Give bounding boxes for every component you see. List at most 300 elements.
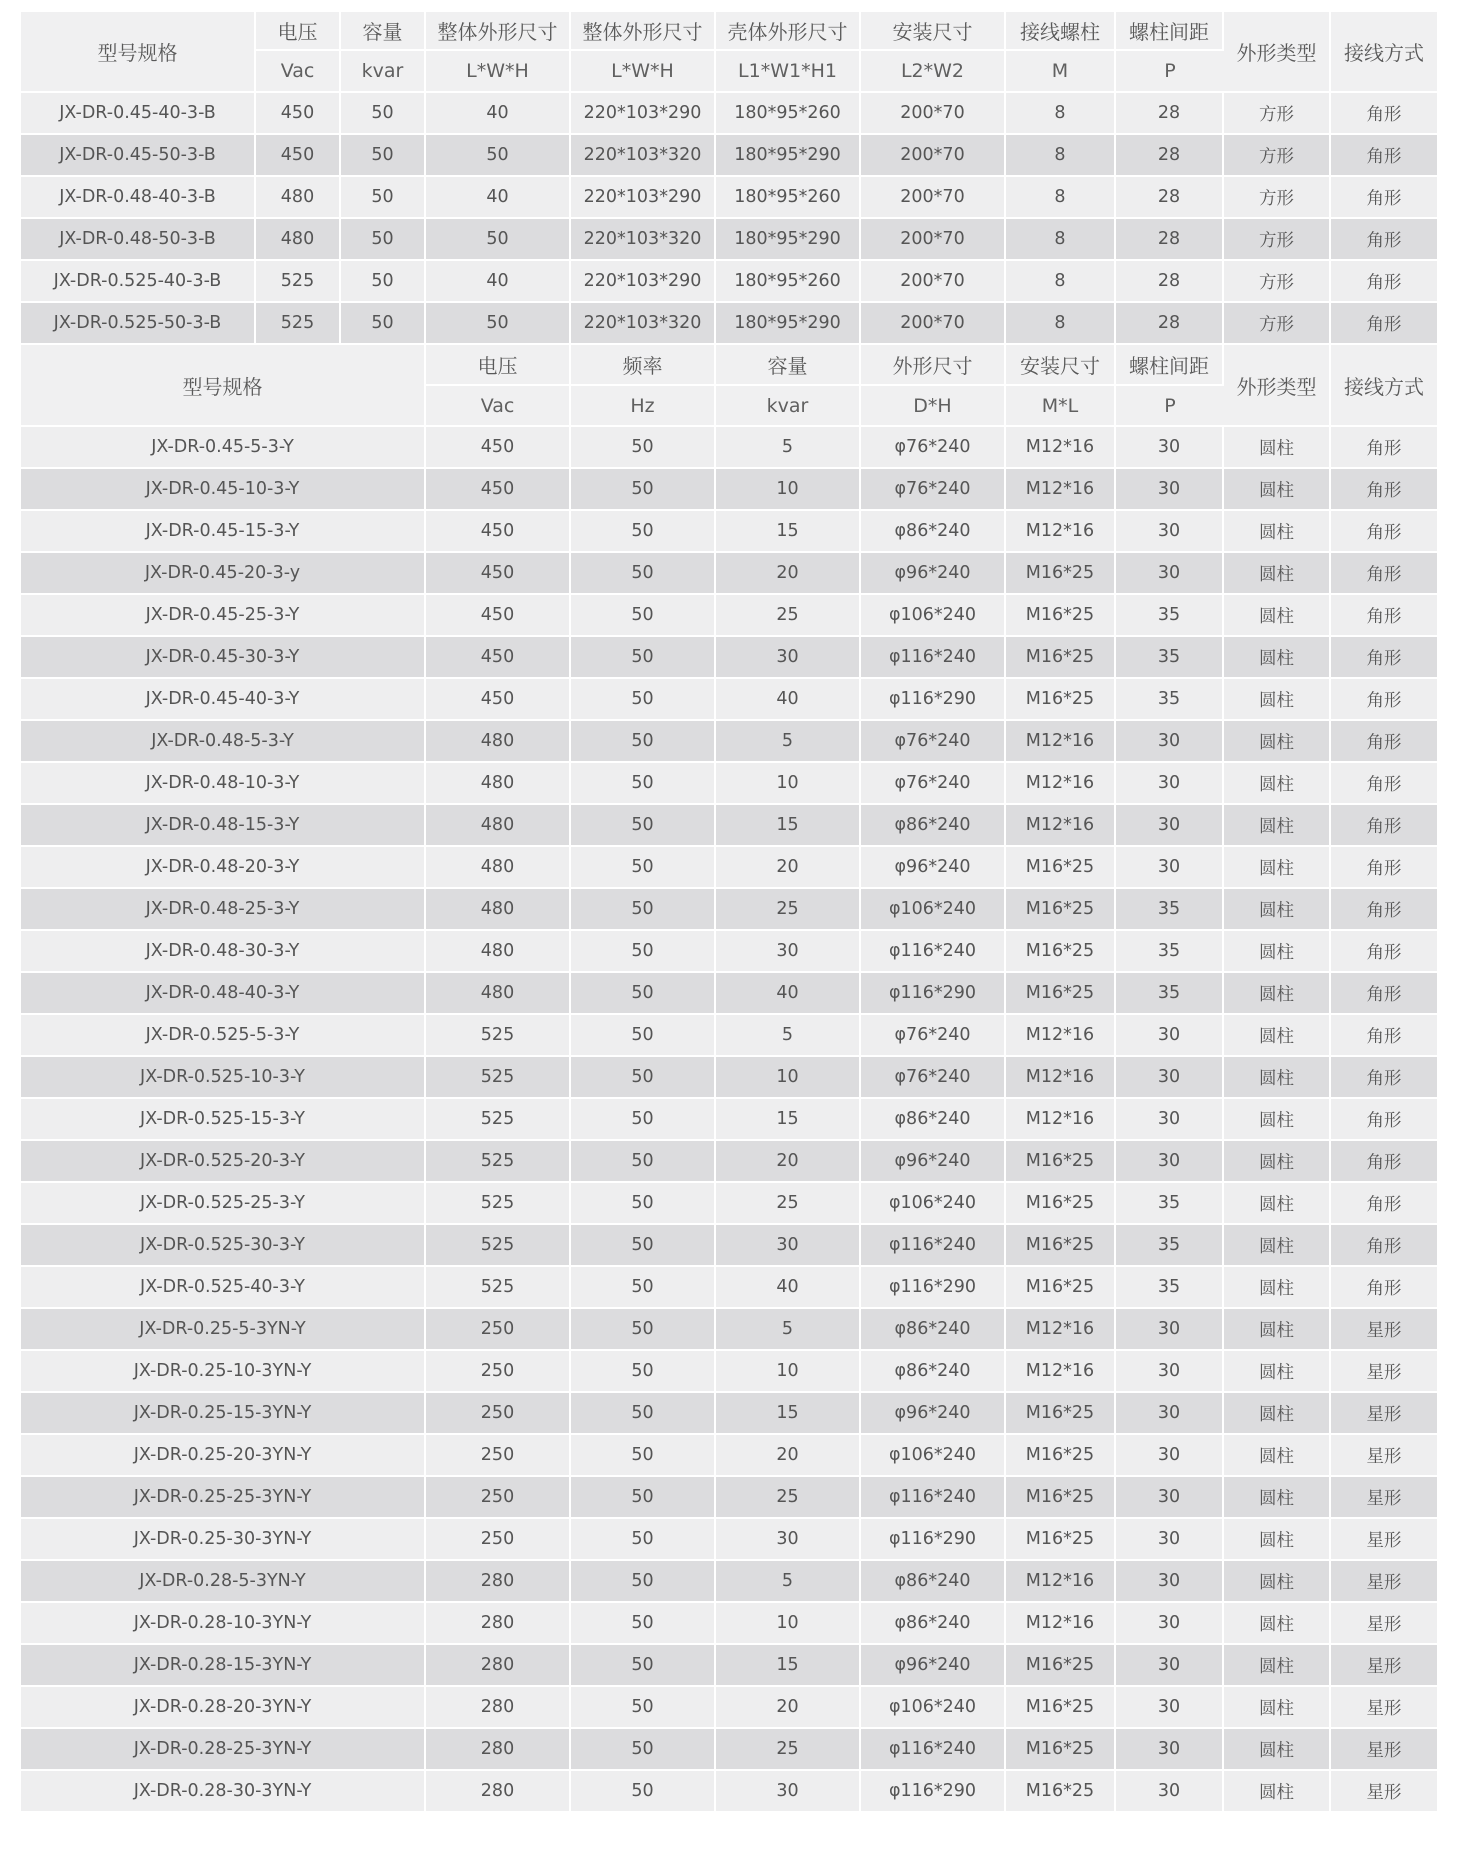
shape-cell: 方形 bbox=[1224, 303, 1331, 345]
shell-size-cell: 180*95*290 bbox=[716, 219, 861, 261]
model-cell: JX-DR-0.28-15-3YN-Y bbox=[21, 1645, 426, 1687]
unit-pitch: P bbox=[1116, 51, 1224, 93]
shell-size-cell: 180*95*290 bbox=[716, 303, 861, 345]
wiring-cell: 角形 bbox=[1331, 1141, 1437, 1183]
wiring-cell: 角形 bbox=[1331, 427, 1437, 469]
pitch-cell: 30 bbox=[1116, 1771, 1224, 1813]
wiring-cell: 角形 bbox=[1331, 93, 1437, 135]
shape-cell: 圆柱 bbox=[1224, 973, 1331, 1015]
shape-cell: 圆柱 bbox=[1224, 1561, 1331, 1603]
table-row bbox=[21, 303, 1437, 345]
shape-cell: 方形 bbox=[1224, 177, 1331, 219]
mount-size-cell: M16*25 bbox=[1006, 1141, 1116, 1183]
model-cell: JX-DR-0.28-20-3YN-Y bbox=[21, 1687, 426, 1729]
terminal-cell: 8 bbox=[1006, 135, 1116, 177]
model-cell: JX-DR-0.525-50-3-B bbox=[21, 303, 256, 345]
pitch-cell: 30 bbox=[1116, 1309, 1224, 1351]
shell-size-cell: 180*95*260 bbox=[716, 177, 861, 219]
pitch-cell: 30 bbox=[1116, 1141, 1224, 1183]
mount-size-cell: 200*70 bbox=[861, 135, 1006, 177]
wiring-cell: 角形 bbox=[1331, 1015, 1437, 1057]
capacity-cell: 20 bbox=[716, 1141, 861, 1183]
shape-cell: 圆柱 bbox=[1224, 1393, 1331, 1435]
pitch-cell: 30 bbox=[1116, 763, 1224, 805]
pitch-cell: 28 bbox=[1116, 177, 1224, 219]
shape-cell: 圆柱 bbox=[1224, 595, 1331, 637]
frequency-cell: 50 bbox=[571, 763, 716, 805]
table-row bbox=[21, 1729, 1437, 1771]
table-row bbox=[21, 1309, 1437, 1351]
capacity-cell: 5 bbox=[716, 1015, 861, 1057]
pitch-cell: 30 bbox=[1116, 1645, 1224, 1687]
shape-cell: 圆柱 bbox=[1224, 1099, 1331, 1141]
pitch-cell: 30 bbox=[1116, 469, 1224, 511]
voltage-cell: 480 bbox=[426, 763, 571, 805]
model-cell: JX-DR-0.45-5-3-Y bbox=[21, 427, 426, 469]
voltage-cell: 525 bbox=[426, 1225, 571, 1267]
model-cell: JX-DR-0.48-30-3-Y bbox=[21, 931, 426, 973]
mount-size-cell: 200*70 bbox=[861, 303, 1006, 345]
table-row bbox=[21, 1267, 1437, 1309]
shape-cell: 圆柱 bbox=[1224, 1729, 1331, 1771]
header-wiring: 接线方式 bbox=[1331, 12, 1437, 93]
voltage-cell: 480 bbox=[256, 177, 341, 219]
dimension-cell: φ116*240 bbox=[861, 637, 1006, 679]
unit-overall-size-1: L*W*H bbox=[426, 51, 571, 93]
shape-cell: 圆柱 bbox=[1224, 931, 1331, 973]
shape-cell: 圆柱 bbox=[1224, 1645, 1331, 1687]
capacity-cell: 25 bbox=[716, 595, 861, 637]
frequency-cell: 50 bbox=[571, 1309, 716, 1351]
shell-size-cell: 180*95*260 bbox=[716, 261, 861, 303]
model-cell: JX-DR-0.45-40-3-Y bbox=[21, 679, 426, 721]
shape-cell: 圆柱 bbox=[1224, 1225, 1331, 1267]
mount-size-cell: M12*16 bbox=[1006, 427, 1116, 469]
table-row bbox=[21, 1225, 1437, 1267]
pitch-cell: 30 bbox=[1116, 1603, 1224, 1645]
capacity-cell: 30 bbox=[716, 1771, 861, 1813]
voltage-cell: 480 bbox=[426, 889, 571, 931]
table-row bbox=[21, 469, 1437, 511]
capacity-cell: 5 bbox=[716, 721, 861, 763]
capacity-cell: 10 bbox=[716, 469, 861, 511]
table-row bbox=[21, 1771, 1437, 1813]
pitch-cell: 28 bbox=[1116, 219, 1224, 261]
model-cell: JX-DR-0.25-30-3YN-Y bbox=[21, 1519, 426, 1561]
wiring-cell: 角形 bbox=[1331, 1057, 1437, 1099]
dimension-cell: φ86*240 bbox=[861, 511, 1006, 553]
dimension-cell: φ76*240 bbox=[861, 469, 1006, 511]
capacity-cell: 15 bbox=[716, 1099, 861, 1141]
unit-voltage: Vac bbox=[426, 386, 571, 427]
mount-size-cell: M16*25 bbox=[1006, 1519, 1116, 1561]
box-capacitor-rows bbox=[21, 93, 1437, 345]
dimension-cell: φ86*240 bbox=[861, 1561, 1006, 1603]
voltage-cell: 280 bbox=[426, 1645, 571, 1687]
pitch-cell: 30 bbox=[1116, 805, 1224, 847]
mount-size-cell: M16*25 bbox=[1006, 595, 1116, 637]
frequency-cell: 50 bbox=[571, 1771, 716, 1813]
dimension-cell: φ106*240 bbox=[861, 889, 1006, 931]
unit-terminal: M bbox=[1006, 51, 1116, 93]
shape-cell: 方形 bbox=[1224, 93, 1331, 135]
voltage-cell: 450 bbox=[426, 595, 571, 637]
model-cell: JX-DR-0.525-5-3-Y bbox=[21, 1015, 426, 1057]
voltage-cell: 525 bbox=[426, 1015, 571, 1057]
voltage-cell: 450 bbox=[426, 553, 571, 595]
voltage-cell: 480 bbox=[426, 931, 571, 973]
voltage-cell: 250 bbox=[426, 1435, 571, 1477]
frequency-cell: 50 bbox=[571, 1435, 716, 1477]
header-shape: 外形类型 bbox=[1224, 345, 1331, 427]
wiring-cell: 星形 bbox=[1331, 1435, 1437, 1477]
model-cell: JX-DR-0.48-40-3-Y bbox=[21, 973, 426, 1015]
table-row bbox=[21, 1435, 1437, 1477]
model-cell: JX-DR-0.525-20-3-Y bbox=[21, 1141, 426, 1183]
wiring-cell: 星形 bbox=[1331, 1729, 1437, 1771]
capacity-cell: 50 bbox=[341, 177, 426, 219]
model-cell: JX-DR-0.25-10-3YN-Y bbox=[21, 1351, 426, 1393]
dimension-cell: φ96*240 bbox=[861, 847, 1006, 889]
shell-size-cell: 180*95*260 bbox=[716, 93, 861, 135]
table-row bbox=[21, 637, 1437, 679]
overall-size-1-cell: 40 bbox=[426, 177, 571, 219]
header-wiring: 接线方式 bbox=[1331, 345, 1437, 427]
shape-cell: 圆柱 bbox=[1224, 1183, 1331, 1225]
model-cell: JX-DR-0.25-20-3YN-Y bbox=[21, 1435, 426, 1477]
pitch-cell: 30 bbox=[1116, 1477, 1224, 1519]
shape-cell: 圆柱 bbox=[1224, 1603, 1331, 1645]
wiring-cell: 角形 bbox=[1331, 721, 1437, 763]
mount-size-cell: M16*25 bbox=[1006, 1393, 1116, 1435]
capacity-cell: 30 bbox=[716, 931, 861, 973]
unit-capacity: kvar bbox=[341, 51, 426, 93]
header-model: 型号规格 bbox=[21, 345, 426, 427]
pitch-cell: 28 bbox=[1116, 135, 1224, 177]
pitch-cell: 35 bbox=[1116, 595, 1224, 637]
capacity-cell: 40 bbox=[716, 1267, 861, 1309]
overall-size-2-cell: 220*103*320 bbox=[571, 303, 716, 345]
terminal-cell: 8 bbox=[1006, 93, 1116, 135]
voltage-cell: 280 bbox=[426, 1687, 571, 1729]
unit-overall-size-2: L*W*H bbox=[571, 51, 716, 93]
model-cell: JX-DR-0.28-30-3YN-Y bbox=[21, 1771, 426, 1813]
header-mount-size: 安装尺寸 bbox=[1006, 345, 1116, 386]
dimension-cell: φ116*290 bbox=[861, 1519, 1006, 1561]
unit-pitch: P bbox=[1116, 386, 1224, 427]
frequency-cell: 50 bbox=[571, 1141, 716, 1183]
voltage-cell: 450 bbox=[426, 637, 571, 679]
overall-size-1-cell: 50 bbox=[426, 219, 571, 261]
table-row bbox=[21, 135, 1437, 177]
voltage-cell: 450 bbox=[426, 469, 571, 511]
voltage-cell: 480 bbox=[426, 973, 571, 1015]
model-cell: JX-DR-0.45-50-3-B bbox=[21, 135, 256, 177]
pitch-cell: 35 bbox=[1116, 637, 1224, 679]
mount-size-cell: 200*70 bbox=[861, 219, 1006, 261]
mount-size-cell: M16*25 bbox=[1006, 931, 1116, 973]
shape-cell: 圆柱 bbox=[1224, 1267, 1331, 1309]
model-cell: JX-DR-0.525-40-3-B bbox=[21, 261, 256, 303]
dimension-cell: φ86*240 bbox=[861, 1099, 1006, 1141]
mount-size-cell: M16*25 bbox=[1006, 553, 1116, 595]
table-row bbox=[21, 679, 1437, 721]
voltage-cell: 250 bbox=[426, 1309, 571, 1351]
wiring-cell: 星形 bbox=[1331, 1645, 1437, 1687]
overall-size-1-cell: 40 bbox=[426, 261, 571, 303]
dimension-cell: φ86*240 bbox=[861, 1603, 1006, 1645]
table-row bbox=[21, 1561, 1437, 1603]
pitch-cell: 30 bbox=[1116, 1687, 1224, 1729]
wiring-cell: 角形 bbox=[1331, 1267, 1437, 1309]
shape-cell: 圆柱 bbox=[1224, 637, 1331, 679]
cylinder-capacitor-rows bbox=[21, 427, 1437, 1813]
table-row bbox=[21, 847, 1437, 889]
terminal-cell: 8 bbox=[1006, 261, 1116, 303]
frequency-cell: 50 bbox=[571, 1603, 716, 1645]
mount-size-cell: M16*25 bbox=[1006, 679, 1116, 721]
mount-size-cell: 200*70 bbox=[861, 261, 1006, 303]
wiring-cell: 角形 bbox=[1331, 1225, 1437, 1267]
mount-size-cell: M16*25 bbox=[1006, 1729, 1116, 1771]
table-row bbox=[21, 1645, 1437, 1687]
capacity-cell: 50 bbox=[341, 261, 426, 303]
table-row bbox=[21, 177, 1437, 219]
table-row bbox=[21, 219, 1437, 261]
model-cell: JX-DR-0.45-30-3-Y bbox=[21, 637, 426, 679]
header-shell-size: 壳体外形尺寸 bbox=[716, 12, 861, 51]
header-overall-size-1: 整体外形尺寸 bbox=[426, 12, 571, 51]
model-cell: JX-DR-0.48-20-3-Y bbox=[21, 847, 426, 889]
voltage-cell: 280 bbox=[426, 1561, 571, 1603]
mount-size-cell: M12*16 bbox=[1006, 1561, 1116, 1603]
frequency-cell: 50 bbox=[571, 553, 716, 595]
pitch-cell: 30 bbox=[1116, 1561, 1224, 1603]
header-capacity: 容量 bbox=[341, 12, 426, 51]
voltage-cell: 525 bbox=[426, 1183, 571, 1225]
pitch-cell: 30 bbox=[1116, 721, 1224, 763]
frequency-cell: 50 bbox=[571, 1687, 716, 1729]
dimension-cell: φ106*240 bbox=[861, 1435, 1006, 1477]
model-cell: JX-DR-0.525-30-3-Y bbox=[21, 1225, 426, 1267]
shell-size-cell: 180*95*290 bbox=[716, 135, 861, 177]
frequency-cell: 50 bbox=[571, 973, 716, 1015]
mount-size-cell: M16*25 bbox=[1006, 1435, 1116, 1477]
frequency-cell: 50 bbox=[571, 637, 716, 679]
overall-size-1-cell: 50 bbox=[426, 303, 571, 345]
table-row bbox=[21, 511, 1437, 553]
capacity-cell: 25 bbox=[716, 1183, 861, 1225]
pitch-cell: 30 bbox=[1116, 1099, 1224, 1141]
table-row bbox=[21, 1057, 1437, 1099]
dimension-cell: φ116*240 bbox=[861, 1729, 1006, 1771]
shape-cell: 圆柱 bbox=[1224, 805, 1331, 847]
mount-size-cell: M16*25 bbox=[1006, 847, 1116, 889]
frequency-cell: 50 bbox=[571, 511, 716, 553]
capacity-cell: 30 bbox=[716, 637, 861, 679]
model-cell: JX-DR-0.525-15-3-Y bbox=[21, 1099, 426, 1141]
table-row bbox=[21, 721, 1437, 763]
wiring-cell: 角形 bbox=[1331, 847, 1437, 889]
pitch-cell: 30 bbox=[1116, 1351, 1224, 1393]
frequency-cell: 50 bbox=[571, 1645, 716, 1687]
mount-size-cell: M16*25 bbox=[1006, 1267, 1116, 1309]
spec-tables bbox=[21, 12, 1437, 1813]
header-pitch: 螺柱间距 bbox=[1116, 345, 1224, 386]
model-cell: JX-DR-0.25-15-3YN-Y bbox=[21, 1393, 426, 1435]
frequency-cell: 50 bbox=[571, 1561, 716, 1603]
wiring-cell: 角形 bbox=[1331, 973, 1437, 1015]
table-row bbox=[21, 931, 1437, 973]
header-capacity: 容量 bbox=[716, 345, 861, 386]
voltage-cell: 280 bbox=[426, 1729, 571, 1771]
header-shape: 外形类型 bbox=[1224, 12, 1331, 93]
dimension-cell: φ116*290 bbox=[861, 1771, 1006, 1813]
pitch-cell: 30 bbox=[1116, 847, 1224, 889]
frequency-cell: 50 bbox=[571, 1729, 716, 1771]
overall-size-2-cell: 220*103*290 bbox=[571, 93, 716, 135]
frequency-cell: 50 bbox=[571, 847, 716, 889]
shape-cell: 方形 bbox=[1224, 135, 1331, 177]
model-cell: JX-DR-0.28-25-3YN-Y bbox=[21, 1729, 426, 1771]
mount-size-cell: M16*25 bbox=[1006, 889, 1116, 931]
voltage-cell: 450 bbox=[426, 427, 571, 469]
mount-size-cell: M12*16 bbox=[1006, 469, 1116, 511]
header-voltage: 电压 bbox=[256, 12, 341, 51]
frequency-cell: 50 bbox=[571, 679, 716, 721]
mount-size-cell: M16*25 bbox=[1006, 1771, 1116, 1813]
shape-cell: 圆柱 bbox=[1224, 427, 1331, 469]
table-row bbox=[21, 1015, 1437, 1057]
pitch-cell: 35 bbox=[1116, 889, 1224, 931]
terminal-cell: 8 bbox=[1006, 219, 1116, 261]
voltage-cell: 525 bbox=[256, 303, 341, 345]
capacity-cell: 25 bbox=[716, 1477, 861, 1519]
wiring-cell: 角形 bbox=[1331, 219, 1437, 261]
frequency-cell: 50 bbox=[571, 427, 716, 469]
mount-size-cell: M12*16 bbox=[1006, 1057, 1116, 1099]
capacity-cell: 50 bbox=[341, 219, 426, 261]
wiring-cell: 角形 bbox=[1331, 261, 1437, 303]
dimension-cell: φ86*240 bbox=[861, 1309, 1006, 1351]
voltage-cell: 525 bbox=[256, 261, 341, 303]
mount-size-cell: M12*16 bbox=[1006, 1351, 1116, 1393]
pitch-cell: 28 bbox=[1116, 261, 1224, 303]
wiring-cell: 星形 bbox=[1331, 1561, 1437, 1603]
model-cell: JX-DR-0.28-10-3YN-Y bbox=[21, 1603, 426, 1645]
pitch-cell: 30 bbox=[1116, 1519, 1224, 1561]
header-overall-size-2: 整体外形尺寸 bbox=[571, 12, 716, 51]
capacity-cell: 20 bbox=[716, 1435, 861, 1477]
frequency-cell: 50 bbox=[571, 931, 716, 973]
dimension-cell: φ116*240 bbox=[861, 1225, 1006, 1267]
capacity-cell: 15 bbox=[716, 511, 861, 553]
table-row bbox=[21, 427, 1437, 469]
pitch-cell: 35 bbox=[1116, 1183, 1224, 1225]
dimension-cell: φ76*240 bbox=[861, 1015, 1006, 1057]
capacity-cell: 5 bbox=[716, 1309, 861, 1351]
shape-cell: 方形 bbox=[1224, 261, 1331, 303]
pitch-cell: 30 bbox=[1116, 511, 1224, 553]
voltage-cell: 250 bbox=[426, 1393, 571, 1435]
capacity-cell: 20 bbox=[716, 1687, 861, 1729]
mount-size-cell: M12*16 bbox=[1006, 511, 1116, 553]
capacity-cell: 40 bbox=[716, 973, 861, 1015]
shape-cell: 圆柱 bbox=[1224, 721, 1331, 763]
wiring-cell: 角形 bbox=[1331, 1099, 1437, 1141]
capacity-cell: 50 bbox=[341, 135, 426, 177]
shape-cell: 圆柱 bbox=[1224, 1057, 1331, 1099]
overall-size-2-cell: 220*103*290 bbox=[571, 177, 716, 219]
wiring-cell: 角形 bbox=[1331, 595, 1437, 637]
frequency-cell: 50 bbox=[571, 1099, 716, 1141]
shape-cell: 圆柱 bbox=[1224, 1771, 1331, 1813]
wiring-cell: 角形 bbox=[1331, 553, 1437, 595]
shape-cell: 圆柱 bbox=[1224, 1351, 1331, 1393]
dimension-cell: φ116*290 bbox=[861, 1267, 1006, 1309]
voltage-cell: 450 bbox=[426, 679, 571, 721]
dimension-cell: φ86*240 bbox=[861, 1351, 1006, 1393]
unit-dimension: D*H bbox=[861, 386, 1006, 427]
table-row bbox=[21, 889, 1437, 931]
model-cell: JX-DR-0.48-50-3-B bbox=[21, 219, 256, 261]
table-row bbox=[21, 1477, 1437, 1519]
table-row bbox=[21, 763, 1437, 805]
wiring-cell: 角形 bbox=[1331, 303, 1437, 345]
mount-size-cell: M12*16 bbox=[1006, 763, 1116, 805]
shape-cell: 圆柱 bbox=[1224, 1141, 1331, 1183]
mount-size-cell: M12*16 bbox=[1006, 805, 1116, 847]
shape-cell: 圆柱 bbox=[1224, 679, 1331, 721]
voltage-cell: 480 bbox=[256, 219, 341, 261]
table-row bbox=[21, 1183, 1437, 1225]
wiring-cell: 星形 bbox=[1331, 1771, 1437, 1813]
header-dimension: 外形尺寸 bbox=[861, 345, 1006, 386]
shape-cell: 圆柱 bbox=[1224, 1477, 1331, 1519]
frequency-cell: 50 bbox=[571, 469, 716, 511]
voltage-cell: 525 bbox=[426, 1099, 571, 1141]
shape-cell: 圆柱 bbox=[1224, 1519, 1331, 1561]
header-pitch: 螺柱间距 bbox=[1116, 12, 1224, 51]
table-row bbox=[21, 1141, 1437, 1183]
capacity-cell: 20 bbox=[716, 553, 861, 595]
model-cell: JX-DR-0.45-10-3-Y bbox=[21, 469, 426, 511]
shape-cell: 圆柱 bbox=[1224, 889, 1331, 931]
pitch-cell: 35 bbox=[1116, 679, 1224, 721]
frequency-cell: 50 bbox=[571, 1057, 716, 1099]
dimension-cell: φ106*240 bbox=[861, 595, 1006, 637]
voltage-cell: 450 bbox=[256, 93, 341, 135]
pitch-cell: 30 bbox=[1116, 427, 1224, 469]
mount-size-cell: M16*25 bbox=[1006, 1645, 1116, 1687]
dimension-cell: φ116*290 bbox=[861, 973, 1006, 1015]
wiring-cell: 角形 bbox=[1331, 679, 1437, 721]
wiring-cell: 角形 bbox=[1331, 805, 1437, 847]
frequency-cell: 50 bbox=[571, 1393, 716, 1435]
pitch-cell: 35 bbox=[1116, 1225, 1224, 1267]
pitch-cell: 30 bbox=[1116, 553, 1224, 595]
wiring-cell: 角形 bbox=[1331, 763, 1437, 805]
capacity-cell: 5 bbox=[716, 427, 861, 469]
capacity-cell: 30 bbox=[716, 1225, 861, 1267]
model-cell: JX-DR-0.48-10-3-Y bbox=[21, 763, 426, 805]
table-row bbox=[21, 1603, 1437, 1645]
dimension-cell: φ116*290 bbox=[861, 679, 1006, 721]
frequency-cell: 50 bbox=[571, 889, 716, 931]
header-frequency: 频率 bbox=[571, 345, 716, 386]
pitch-cell: 30 bbox=[1116, 1435, 1224, 1477]
cylinder-capacitor-spec-table bbox=[21, 345, 1437, 1813]
